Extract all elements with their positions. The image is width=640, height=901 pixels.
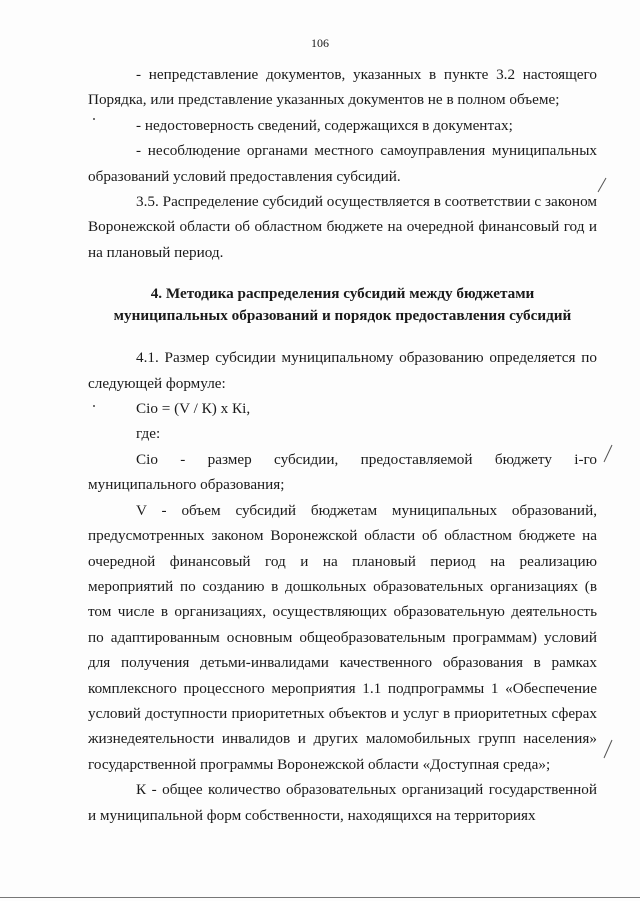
formula: Сiо = (V / К) х Кi, (136, 400, 251, 418)
document-body (88, 62, 597, 828)
scan-bottom-edge (0, 897, 640, 898)
scan-mark (598, 178, 606, 192)
paragraph-3-5: 3.5. Распределение субсидий осуществляется в соответствии с законом Воронежской области об областном бюджете на очередной финансовый год и на плановый период. (88, 193, 597, 261)
paragraph-item-1: - непредставление документов, указанных в пункте 3.2 настоящего Порядка, или представление указанных документов не в полном объеме; (88, 66, 597, 109)
definition-v: V - объем субсидий бюджетам муниципальных образований, предусмотренных законом Воронежской области об областном бюджете на очередной финансовый год и на плановый период на реализацию мероприятий по созданию в дошкольных образовательных организациях (в том числе в организациях, осуществляющих образовательную деятельность по адаптированным основным общеобразовательным программам) условий для получения детьми-инвалидами качественного образования в рамках комплексного процессного мероприятия 1.1 подпрограммы 1 «Обеспечение условий доступности приоритетных объектов и услуг в приоритетных сферах жизнедеятельности инвалидов и других маломобильных групп населения» государственной программы Воронежской области «Доступная среда»; (88, 501, 597, 773)
paragraph-item-2: - недостоверность сведений, содержащихся в документах; (136, 116, 513, 134)
definition-cio: Сiо - размер субсидии, предоставляемой бюджету i-го муниципального образования; (88, 450, 597, 494)
page-number: 106 (311, 36, 329, 50)
scan-mark (604, 740, 612, 758)
paragraph-4-1: 4.1. Размер субсидии муниципальному образованию определяется по следующей формуле: (88, 349, 597, 392)
scan-mark (604, 445, 612, 462)
section-heading-line-1: 4. Методика распределения субсидий между бюджетами (150, 285, 535, 303)
definition-k: К - общее количество образовательных организаций государственной и муниципальной форм собственности, находящихся на территориях (88, 781, 597, 824)
where-label: где: (136, 425, 161, 443)
paragraph-item-3: - несоблюдение органами местного самоуправления муниципальных образований условий предоставления субсидий. (88, 142, 597, 185)
section-heading-line-2: муниципальных образований и порядок предоставления субсидий (113, 307, 572, 325)
